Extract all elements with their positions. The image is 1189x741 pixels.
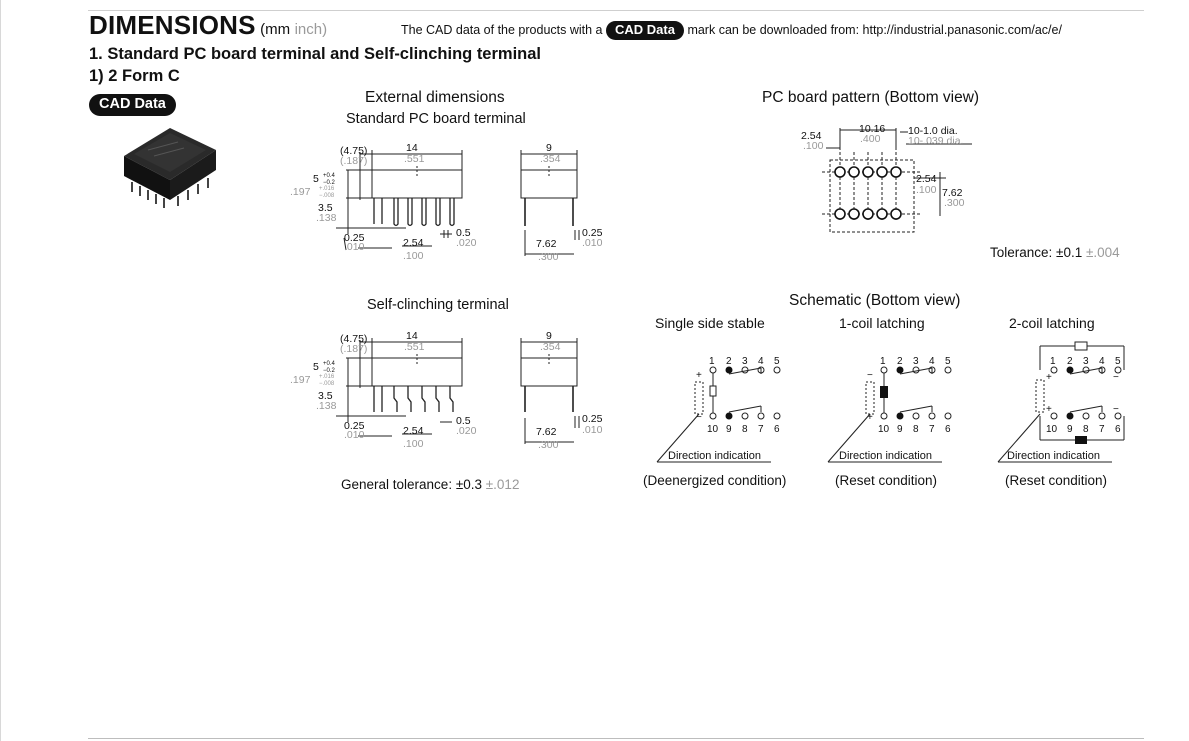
single-plus: + [696, 370, 702, 381]
side-labels [536, 142, 603, 263]
schematic-title: Schematic (Bottom view) [789, 292, 961, 309]
single-pin-9: 9 [726, 424, 732, 435]
two-coil-pin-8: 8 [1083, 424, 1089, 435]
sc-side-labels [536, 330, 603, 451]
schematic-1coil-latching [826, 352, 966, 466]
sc-body-tol-in-minus: −.008 [319, 381, 335, 387]
front-view-pins [374, 198, 454, 226]
two-coil-pin-7: 7 [1099, 424, 1105, 435]
pin-in-label: .138 [316, 212, 337, 224]
sc-pitch-in-label: .100 [403, 438, 424, 450]
two-coil-pin-10: 10 [1046, 424, 1058, 435]
body-mm-label: 5 [313, 173, 319, 185]
relay-body [124, 128, 216, 200]
cad-data-badge[interactable] [89, 94, 176, 116]
one-coil-pin-8: 8 [913, 424, 919, 435]
pcb-pitch-mm: 2.54 [916, 173, 937, 185]
one-coil-circuit [828, 367, 951, 462]
dimensions-title: DIMENSIONS [89, 10, 256, 40]
self-clinching-title: Self-clinching terminal [367, 297, 509, 313]
one-coil-pin-7: 7 [929, 424, 935, 435]
body-tol-mm-minus: −0.2 [323, 180, 335, 186]
pcb-left-mm: 2.54 [801, 130, 822, 142]
sc-front-pins [374, 386, 453, 412]
schematic-2coil-latching [996, 340, 1136, 466]
pcb-tolerance-label: Tolerance: ±0.1 [990, 245, 1083, 260]
sc-height-in-label: (.187) [340, 343, 368, 355]
schematic-single-side-stable [655, 352, 795, 466]
sc-side-thick-in-label: .010 [582, 424, 603, 436]
sc-thick-in-label: .010 [344, 429, 365, 441]
sc-front-labels [290, 330, 477, 450]
two-coil-pin-6: 6 [1115, 424, 1121, 435]
sc-pinw-in-label: .020 [456, 425, 477, 437]
cad-data-badge-inline[interactable]: CAD Data [606, 21, 684, 40]
front-labels [290, 142, 477, 262]
width-mm-label: 9 [546, 142, 552, 154]
schematic-type-single: Single side stable [655, 315, 765, 331]
single-direction-label: Direction indication [668, 450, 761, 462]
condition-1coil: (Reset condition) [835, 473, 938, 488]
pinw-mm-label: 0.5 [456, 227, 471, 239]
sc-thick-mm-label: 0.25 [344, 420, 365, 432]
body-tol-in-plus: +.016 [319, 186, 335, 192]
sc-pitch-mm-label: 2.54 [403, 425, 424, 437]
two-coil-pin-4: 4 [1099, 356, 1105, 367]
row-mm-label: 7.62 [536, 238, 557, 250]
single-pin-3: 3 [742, 356, 748, 367]
one-coil-pin-6: 6 [945, 424, 951, 435]
two-coil-pin-9: 9 [1067, 424, 1073, 435]
pcb-hole-in: 10-.039 dia. [908, 135, 964, 147]
side-thick-in-label: .010 [582, 237, 603, 249]
two-coil-circuit [998, 342, 1124, 462]
single-pin-7: 7 [758, 424, 764, 435]
sc-body-mm-label: 5 [313, 361, 319, 373]
one-coil-direction-label: Direction indication [839, 450, 932, 462]
pcb-span-mm: 10.16 [859, 123, 886, 135]
cad-download-note [401, 21, 1062, 40]
body-in-label: .197 [290, 186, 311, 198]
row-in-label: .300 [538, 251, 559, 263]
sc-pinw-mm-label: 0.5 [456, 415, 471, 427]
two-coil-pin-3: 3 [1083, 356, 1089, 367]
pcb-row-mm: 7.62 [942, 187, 963, 199]
pcb-hole-mm: 10-1.0 dia. [908, 125, 958, 137]
single-bottom-pin-labels [707, 424, 780, 435]
general-tolerance-inch: ±.012 [485, 477, 520, 492]
single-minus: − [696, 412, 702, 423]
one-coil-pin-10: 10 [878, 424, 890, 435]
one-coil-pin-2: 2 [897, 356, 903, 367]
height-mm-label: (4.75) [340, 145, 368, 157]
single-pin-6: 6 [774, 424, 780, 435]
single-top-pin-labels [709, 356, 780, 367]
cad-note-suffix[interactable]: mark can be downloaded from: http://industrial.panasonic.com/ac/e/ [687, 23, 1062, 37]
sc-body-tol-in-plus: +.016 [319, 374, 335, 380]
one-coil-bottom-pin-labels [878, 424, 951, 435]
sc-body-tol-mm-plus: +0.4 [323, 361, 335, 367]
one-coil-pin-3: 3 [913, 356, 919, 367]
condition-single: (Deenergized condition) [643, 473, 787, 488]
pcb-row-in: .300 [944, 197, 965, 209]
pc-board-pattern-drawing [796, 120, 986, 238]
one-coil-pin-9: 9 [897, 424, 903, 435]
cad-note-prefix: The CAD data of the products with a [401, 23, 603, 37]
pcb-left-in: .100 [803, 140, 824, 152]
length-mm-label: 14 [406, 142, 418, 154]
sc-length-mm-label: 14 [406, 330, 418, 342]
single-polarity [696, 370, 702, 423]
sc-row-mm-label: 7.62 [536, 426, 557, 438]
one-coil-top-pin-labels [880, 356, 951, 367]
condition-2coil: (Reset condition) [1005, 473, 1108, 488]
sc-body-in-label: .197 [290, 374, 311, 386]
external-dimensions-title: External dimensions [365, 89, 505, 106]
units-inch: inch) [294, 21, 328, 38]
single-pin-2: 2 [726, 356, 732, 367]
two-coil-minus-bottom: − [1113, 404, 1119, 415]
sc-pin-mm-label: 3.5 [318, 390, 333, 402]
pcb-pitch-in: .100 [916, 184, 937, 196]
pcb-tolerance [990, 245, 1120, 260]
self-clinching-drawing [286, 326, 606, 456]
two-coil-pin-5: 5 [1115, 356, 1121, 367]
single-circuit [657, 367, 780, 462]
page-bottom-rule [88, 738, 1144, 739]
units-mm: (mm [260, 21, 291, 38]
general-tolerance-label: General tolerance: ±0.3 [341, 477, 482, 492]
sc-pin-in-label: .138 [316, 400, 337, 412]
general-tolerance [341, 477, 519, 492]
two-coil-minus-top: − [1113, 372, 1119, 383]
sc-length-in-label: .551 [404, 341, 425, 353]
pin-mm-label: 3.5 [318, 202, 333, 214]
two-coil-pin-2: 2 [1067, 356, 1073, 367]
two-coil-plus-top: + [1046, 372, 1052, 383]
pitch-in-label: .100 [403, 250, 424, 262]
two-coil-bottom-pin-labels [1046, 424, 1121, 435]
one-coil-minus: − [867, 370, 873, 381]
single-pin-8: 8 [742, 424, 748, 435]
cad-data-badge-label[interactable]: CAD Data [89, 94, 176, 116]
one-coil-pin-4: 4 [929, 356, 935, 367]
sc-width-mm-label: 9 [546, 330, 552, 342]
width-in-label: .354 [540, 153, 561, 165]
one-coil-plus: + [867, 412, 873, 423]
sc-body-tol-mm-minus: −0.2 [323, 368, 335, 374]
two-coil-top-pin-labels [1050, 356, 1121, 367]
pitch-mm-label: 2.54 [403, 237, 424, 249]
pcb-span-in: .400 [860, 133, 881, 145]
two-coil-polarity [1046, 372, 1119, 415]
section-subheading: 1) 2 Form C [89, 67, 180, 85]
standard-terminal-drawing [286, 138, 606, 268]
two-coil-pin-1: 1 [1050, 356, 1056, 367]
pcb-tolerance-inch: ±.004 [1085, 245, 1120, 260]
sc-height-mm-label: (4.75) [340, 333, 368, 345]
sc-width-in-label: .354 [540, 341, 561, 353]
one-coil-polarity [867, 370, 873, 423]
single-pin-5: 5 [774, 356, 780, 367]
single-pin-4: 4 [758, 356, 764, 367]
page-title [89, 10, 327, 41]
sc-row-in-label: .300 [538, 439, 559, 451]
one-coil-pin-1: 1 [880, 356, 886, 367]
thick-in-label: .010 [344, 241, 365, 253]
schematic-type-2coil: 2-coil latching [1009, 315, 1095, 331]
single-pin-10: 10 [707, 424, 719, 435]
two-coil-plus-bottom: + [1046, 404, 1052, 415]
sc-side-thick-mm-label: 0.25 [582, 413, 603, 425]
thick-mm-label: 0.25 [344, 232, 365, 244]
section-heading: 1. Standard PC board terminal and Self-clinching terminal [89, 45, 542, 63]
height-in-label: (.187) [340, 155, 368, 167]
standard-terminal-subtitle: Standard PC board terminal [346, 111, 526, 127]
relay-product-image [108, 120, 228, 212]
page-left-edge [0, 0, 1, 741]
body-tol-mm-plus: +0.4 [323, 173, 335, 179]
one-coil-pin-5: 5 [945, 356, 951, 367]
length-in-label: .551 [404, 153, 425, 165]
pinw-in-label: .020 [456, 237, 477, 249]
single-pin-1: 1 [709, 356, 715, 367]
body-tol-in-minus: −.008 [319, 193, 335, 199]
side-thick-mm-label: 0.25 [582, 227, 603, 239]
two-coil-direction-label: Direction indication [1007, 450, 1100, 462]
schematic-type-1coil: 1-coil latching [839, 315, 925, 331]
pc-board-title: PC board pattern (Bottom view) [762, 89, 980, 106]
